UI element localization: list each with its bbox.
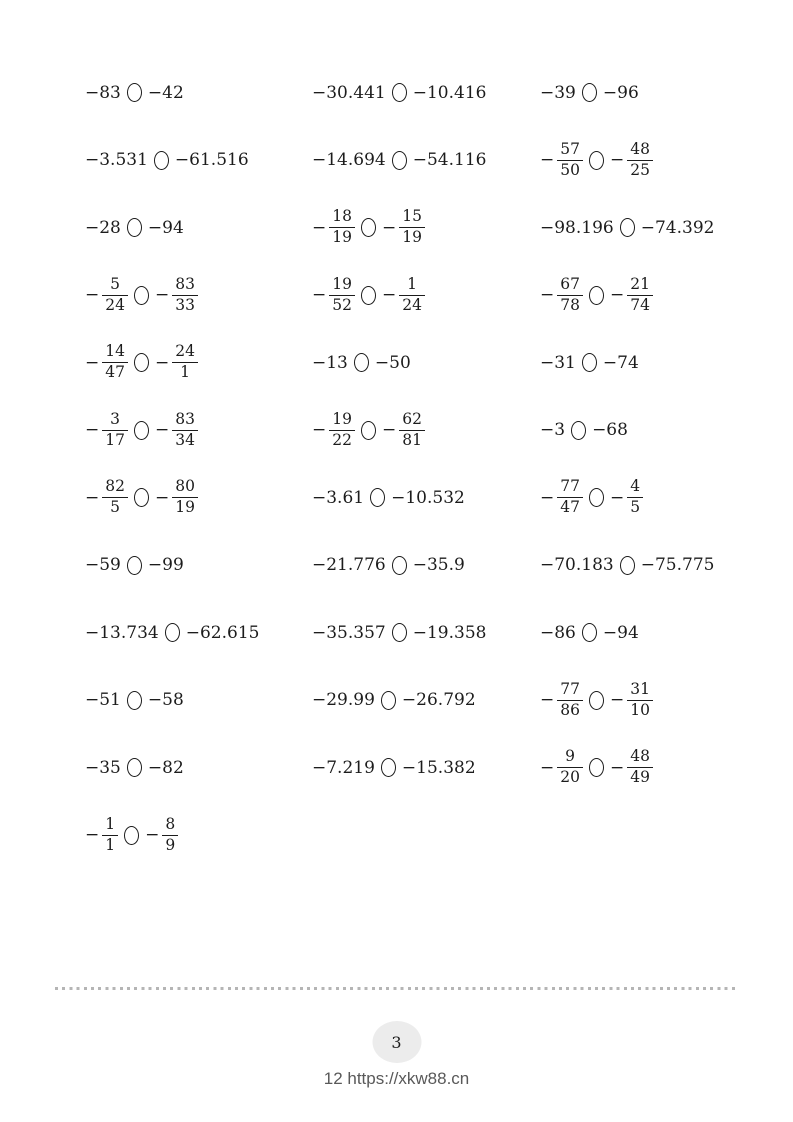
operand: −82: [147, 757, 184, 778]
operand: −75.775: [640, 555, 715, 576]
operand: −35: [85, 757, 121, 778]
fraction: [557, 681, 583, 720]
minus-sign: −: [540, 150, 555, 171]
operand: −62.615: [185, 622, 260, 643]
fraction-denominator: 52: [329, 295, 355, 315]
operand: −68: [592, 420, 628, 441]
problem-cell: [540, 599, 793, 667]
fraction: [102, 478, 128, 517]
fraction-numerator: 1: [407, 274, 418, 293]
fraction: [557, 748, 583, 787]
operand: [85, 343, 128, 382]
minus-sign: −: [609, 757, 625, 778]
empty-cell: [312, 802, 540, 870]
operand: −74.392: [640, 217, 715, 238]
minus-sign: −: [312, 217, 327, 238]
operand: −39: [540, 82, 576, 103]
comparison-answer-circle[interactable]: [127, 218, 142, 237]
operand: [610, 748, 653, 787]
fraction-numerator: 83: [175, 274, 195, 293]
empty-cell: [540, 802, 793, 870]
problem-cell: [540, 734, 793, 802]
operand: −3.61: [312, 487, 365, 508]
operand: −50: [374, 352, 411, 373]
comparison-answer-circle[interactable]: [589, 286, 604, 305]
fraction: [172, 276, 198, 315]
comparison-answer-circle[interactable]: [127, 758, 142, 777]
problem-cell: [85, 734, 312, 802]
fraction-numerator: 1: [105, 814, 116, 833]
minus-sign: −: [381, 285, 397, 306]
problem-cell: [85, 194, 312, 262]
fraction-numerator: 67: [560, 274, 580, 293]
operand: [85, 478, 128, 517]
fraction: [557, 141, 583, 180]
operand: −94: [602, 622, 639, 643]
operand: −61.516: [174, 150, 249, 171]
comparison-answer-circle[interactable]: [127, 556, 142, 575]
fraction-denominator: 20: [557, 767, 583, 787]
operand: −13: [312, 352, 348, 373]
operand: −28: [85, 217, 121, 238]
operand: −14.694: [312, 150, 386, 171]
operand: −70.183: [540, 555, 614, 576]
fraction-denominator: 49: [627, 767, 653, 787]
minus-sign: −: [85, 487, 100, 508]
comparison-answer-circle[interactable]: [165, 623, 180, 642]
fraction-denominator: 25: [627, 160, 653, 180]
minus-sign: −: [85, 285, 100, 306]
operand: −58: [147, 690, 184, 711]
minus-sign: −: [381, 217, 397, 238]
fraction-denominator: 34: [172, 430, 198, 450]
fraction: [102, 411, 128, 450]
fraction: [557, 478, 583, 517]
comparison-answer-circle[interactable]: [127, 83, 142, 102]
operand: −99: [147, 555, 184, 576]
problem-cell: [540, 127, 793, 195]
fraction-denominator: 22: [329, 430, 355, 450]
comparison-answer-circle[interactable]: [154, 151, 169, 170]
problem-cell: [85, 59, 312, 127]
fraction: [329, 411, 355, 450]
fraction-denominator: 19: [172, 497, 198, 517]
operand: [145, 816, 178, 855]
operand: −42: [147, 82, 184, 103]
comparison-answer-circle[interactable]: [589, 151, 604, 170]
fraction: [102, 343, 128, 382]
operand: [312, 411, 355, 450]
problem-cell: [85, 329, 312, 397]
fraction-numerator: 82: [105, 477, 125, 496]
problem-cell: [85, 532, 312, 600]
comparison-answer-circle[interactable]: [582, 623, 597, 642]
problem-cell: [312, 667, 540, 735]
operand: −30.441: [312, 82, 386, 103]
fraction-denominator: 9: [162, 835, 178, 855]
operand: [312, 276, 355, 315]
operand: [382, 208, 425, 247]
comparison-answer-circle[interactable]: [134, 421, 149, 440]
fraction-numerator: 18: [332, 207, 352, 226]
minus-sign: −: [540, 487, 555, 508]
problem-cell: [85, 262, 312, 330]
operand: −15.382: [401, 757, 476, 778]
fraction-denominator: 10: [627, 700, 653, 720]
fraction: [172, 343, 198, 382]
minus-sign: −: [85, 825, 100, 846]
fraction: [627, 681, 653, 720]
fraction-numerator: 31: [630, 679, 650, 698]
fraction-denominator: 19: [329, 227, 355, 247]
problem-cell: [85, 599, 312, 667]
operand: [540, 748, 583, 787]
fraction: [627, 748, 653, 787]
footer: [0, 1069, 793, 1089]
footer-url[interactable]: 12 https://xkw88.cn: [323, 1069, 470, 1088]
fraction: [329, 276, 355, 315]
operand: [610, 478, 643, 517]
problem-cell: [85, 802, 312, 870]
fraction-numerator: 19: [332, 409, 352, 428]
operand: −7.219: [312, 757, 375, 778]
operand: −10.416: [412, 82, 487, 103]
operand: −21.776: [312, 555, 386, 576]
comparison-answer-circle[interactable]: [361, 286, 376, 305]
problem-cell: [540, 59, 793, 127]
comparison-answer-circle[interactable]: [127, 691, 142, 710]
fraction-denominator: 24: [399, 295, 425, 315]
fraction-denominator: 78: [557, 295, 583, 315]
fraction: [172, 411, 198, 450]
fraction-denominator: 5: [102, 497, 128, 517]
problems-grid: [85, 59, 793, 869]
fraction: [172, 478, 198, 517]
problem-cell: [312, 734, 540, 802]
operand: −35.9: [412, 555, 465, 576]
fraction: [399, 276, 425, 315]
fraction: [102, 816, 118, 855]
minus-sign: −: [609, 487, 625, 508]
comparison-answer-circle[interactable]: [370, 488, 385, 507]
minus-sign: −: [540, 285, 555, 306]
fraction: [627, 276, 653, 315]
operand: [610, 276, 653, 315]
minus-sign: −: [609, 690, 625, 711]
fraction-denominator: 81: [399, 430, 425, 450]
comparison-answer-circle[interactable]: [392, 623, 407, 642]
operand: −35.357: [312, 622, 386, 643]
operand: [155, 411, 198, 450]
comparison-answer-circle[interactable]: [589, 758, 604, 777]
fraction-numerator: 8: [165, 814, 176, 833]
minus-sign: −: [381, 420, 397, 441]
fraction: [627, 478, 643, 517]
comparison-answer-circle[interactable]: [392, 151, 407, 170]
problem-cell: [85, 667, 312, 735]
comparison-answer-circle[interactable]: [571, 421, 586, 440]
operand: [85, 276, 128, 315]
operand: −29.99: [312, 690, 375, 711]
operand: −94: [147, 217, 184, 238]
minus-sign: −: [154, 420, 170, 441]
fraction-denominator: 47: [557, 497, 583, 517]
operand: −59: [85, 555, 121, 576]
problem-cell: [312, 194, 540, 262]
operand: [382, 276, 425, 315]
fraction-numerator: 4: [630, 477, 641, 496]
problem-cell: [540, 667, 793, 735]
operand: −19.358: [412, 622, 487, 643]
operand: [610, 681, 653, 720]
comparison-answer-circle[interactable]: [361, 218, 376, 237]
operand: [155, 478, 198, 517]
operand: −51: [85, 690, 121, 711]
comparison-answer-circle[interactable]: [381, 758, 396, 777]
problem-cell: [312, 532, 540, 600]
fraction-numerator: 21: [630, 274, 650, 293]
fraction-denominator: 1: [102, 835, 118, 855]
comparison-answer-circle[interactable]: [589, 691, 604, 710]
fraction-denominator: 47: [102, 362, 128, 382]
fraction-numerator: 15: [402, 207, 422, 226]
comparison-answer-circle[interactable]: [134, 353, 149, 372]
fraction: [557, 276, 583, 315]
comparison-answer-circle[interactable]: [381, 691, 396, 710]
comparison-answer-circle[interactable]: [392, 83, 407, 102]
problem-cell: [540, 329, 793, 397]
fraction-numerator: 62: [402, 409, 422, 428]
operand: −13.734: [85, 622, 159, 643]
problem-cell: [312, 262, 540, 330]
minus-sign: −: [154, 352, 170, 373]
operand: −3.531: [85, 150, 148, 171]
minus-sign: −: [154, 285, 170, 306]
minus-sign: −: [609, 285, 625, 306]
comparison-answer-circle[interactable]: [354, 353, 369, 372]
operand: [540, 681, 583, 720]
operand: [155, 276, 198, 315]
operand: −86: [540, 622, 576, 643]
comparison-answer-circle[interactable]: [582, 83, 597, 102]
fraction-denominator: 33: [172, 295, 198, 315]
operand: −31: [540, 352, 576, 373]
fraction-numerator: 9: [565, 747, 576, 766]
operand: [540, 276, 583, 315]
operand: −54.116: [412, 150, 487, 171]
operand: [610, 141, 653, 180]
dotted-divider: [55, 987, 738, 990]
operand: [382, 411, 425, 450]
fraction-denominator: 1: [172, 362, 198, 382]
fraction-numerator: 3: [110, 409, 121, 428]
minus-sign: −: [85, 352, 100, 373]
fraction-numerator: 24: [175, 342, 195, 361]
operand: −96: [602, 82, 639, 103]
problem-cell: [312, 464, 540, 532]
operand: −83: [85, 82, 121, 103]
operand: [312, 208, 355, 247]
fraction-denominator: 5: [627, 497, 643, 517]
fraction-numerator: 19: [332, 274, 352, 293]
comparison-answer-circle[interactable]: [589, 488, 604, 507]
page-number-badge: [372, 1021, 421, 1063]
fraction-numerator: 57: [560, 139, 580, 158]
comparison-answer-circle[interactable]: [361, 421, 376, 440]
problem-cell: [312, 599, 540, 667]
operand: [540, 141, 583, 180]
fraction-denominator: 86: [557, 700, 583, 720]
fraction-denominator: 50: [557, 160, 583, 180]
minus-sign: −: [145, 825, 160, 846]
comparison-answer-circle[interactable]: [582, 353, 597, 372]
comparison-answer-circle[interactable]: [134, 488, 149, 507]
minus-sign: −: [540, 690, 555, 711]
problem-cell: [312, 127, 540, 195]
operand: −10.532: [391, 487, 465, 508]
comparison-answer-circle[interactable]: [124, 826, 139, 845]
fraction-numerator: 48: [630, 747, 650, 766]
fraction: [399, 208, 425, 247]
fraction: [162, 816, 178, 855]
fraction-numerator: 14: [105, 342, 125, 361]
problem-cell: [312, 59, 540, 127]
minus-sign: −: [154, 487, 170, 508]
fraction-denominator: 17: [102, 430, 128, 450]
comparison-answer-circle[interactable]: [134, 286, 149, 305]
operand: −3: [540, 420, 566, 441]
operand: [85, 411, 128, 450]
operand: [155, 343, 198, 382]
problem-cell: [85, 127, 312, 195]
fraction: [329, 208, 355, 247]
minus-sign: −: [540, 757, 555, 778]
comparison-answer-circle[interactable]: [620, 556, 635, 575]
operand: −26.792: [401, 690, 476, 711]
operand: −98.196: [540, 217, 614, 238]
problem-cell: [85, 464, 312, 532]
fraction-denominator: 24: [102, 295, 128, 315]
fraction: [399, 411, 425, 450]
fraction-numerator: 77: [560, 679, 580, 698]
problem-cell: [540, 397, 793, 465]
fraction-denominator: 19: [399, 227, 425, 247]
fraction-numerator: 48: [630, 139, 650, 158]
problem-cell: [540, 194, 793, 262]
fraction-numerator: 83: [175, 409, 195, 428]
comparison-answer-circle[interactable]: [620, 218, 635, 237]
minus-sign: −: [312, 285, 327, 306]
fraction-numerator: 5: [110, 274, 121, 293]
problem-cell: [312, 329, 540, 397]
problem-cell: [312, 397, 540, 465]
problem-cell: [540, 262, 793, 330]
operand: [85, 816, 118, 855]
comparison-answer-circle[interactable]: [392, 556, 407, 575]
fraction-numerator: 80: [175, 477, 195, 496]
problem-cell: [540, 464, 793, 532]
minus-sign: −: [312, 420, 327, 441]
minus-sign: −: [609, 150, 625, 171]
operand: [540, 478, 583, 517]
operand: −74: [602, 352, 639, 373]
fraction-denominator: 74: [627, 295, 653, 315]
fraction: [627, 141, 653, 180]
problem-cell: [85, 397, 312, 465]
fraction: [102, 276, 128, 315]
fraction-numerator: 77: [560, 477, 580, 496]
page-number: 3: [391, 1032, 402, 1052]
minus-sign: −: [85, 420, 100, 441]
problem-cell: [540, 532, 793, 600]
